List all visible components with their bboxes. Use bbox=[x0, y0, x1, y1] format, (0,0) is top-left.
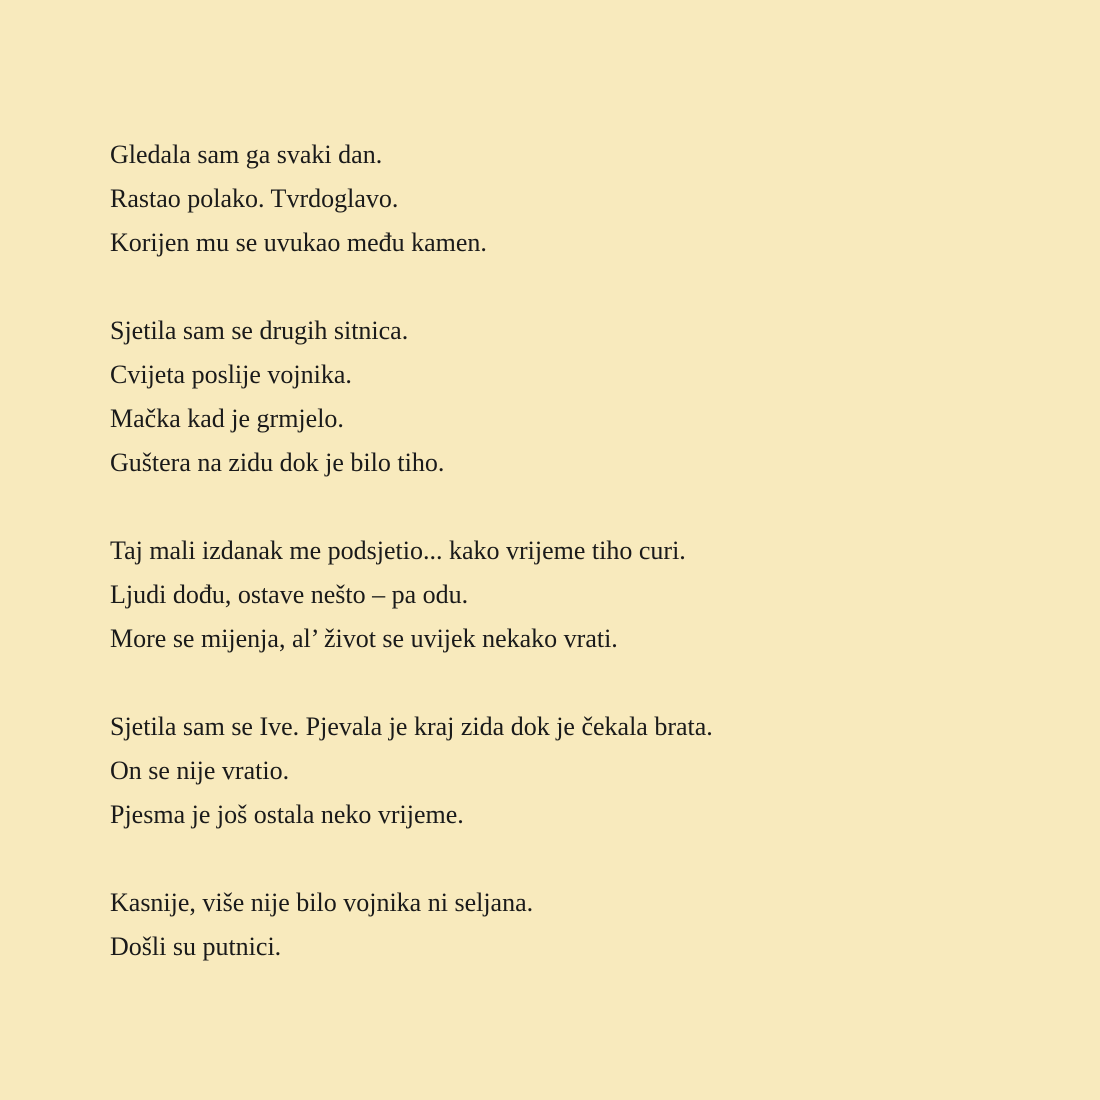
poem-line: Cvijeta poslije vojnika. bbox=[110, 360, 352, 389]
stanza-2 bbox=[110, 309, 1070, 485]
poem-line: Guštera na zidu dok je bilo tiho. bbox=[110, 448, 445, 477]
poem-line: Sjetila sam se Ive. Pjevala je kraj zida dok je čekala brata. bbox=[110, 712, 713, 741]
poem-line: Korijen mu se uvukao među kamen. bbox=[110, 228, 487, 257]
stanza-3 bbox=[110, 529, 1070, 661]
stanza-5 bbox=[110, 881, 1070, 969]
poem-line: Gledala sam ga svaki dan. bbox=[110, 140, 383, 169]
poem-line: Kasnije, više nije bilo vojnika ni seljana. bbox=[110, 888, 534, 917]
stanza-1 bbox=[110, 133, 1070, 265]
poem-text bbox=[110, 133, 1070, 1013]
poem-line: Taj mali izdanak me podsjetio... kako vrijeme tiho curi. bbox=[110, 536, 686, 565]
poem-line: Pjesma je još ostala neko vrijeme. bbox=[110, 800, 464, 829]
stanza-4 bbox=[110, 705, 1070, 837]
poem-line: Sjetila sam se drugih sitnica. bbox=[110, 316, 409, 345]
poem-line: Rastao polako. Tvrdoglavo. bbox=[110, 184, 399, 213]
poem-line: Došli su putnici. bbox=[110, 932, 282, 961]
poem-line: Mačka kad je grmjelo. bbox=[110, 404, 344, 433]
poem-line: More se mijenja, al’ život se uvijek nekako vrati. bbox=[110, 624, 618, 653]
poem-line: Ljudi dođu, ostave nešto – pa odu. bbox=[110, 580, 469, 609]
poem-line: On se nije vratio. bbox=[110, 756, 290, 785]
